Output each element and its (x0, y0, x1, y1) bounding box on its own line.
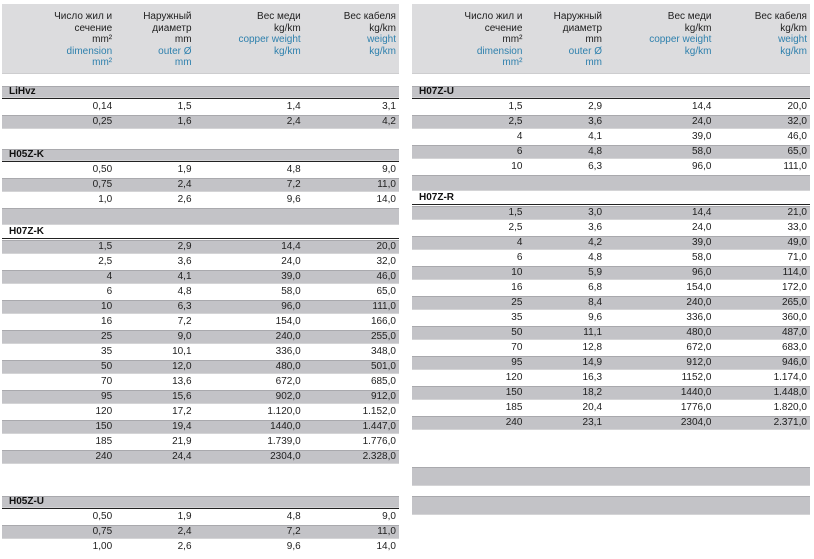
cell-cable-weight: 946,0 (781, 357, 807, 368)
cell-dimension: 120 (95, 406, 113, 417)
column-header (412, 4, 810, 74)
cell-cable-weight: 9,0 (382, 164, 396, 175)
cell-copper-weight: 2304,0 (680, 417, 712, 428)
section-label: H05Z-U (2, 496, 399, 509)
cell-copper-weight: 96,0 (691, 161, 712, 172)
cell-cable-weight: 1.447,0 (362, 421, 396, 432)
cell-copper-weight: 902,0 (275, 391, 301, 402)
cell-outer-diameter: 17,2 (172, 406, 192, 417)
header-line-translation: mm² (502, 57, 523, 68)
cell-copper-weight: 1440,0 (680, 387, 712, 398)
cell-copper-weight: 9,6 (286, 194, 301, 205)
header-cell-dimension (2, 11, 115, 73)
table-row (2, 178, 399, 192)
header-line: Число жил и (464, 11, 523, 22)
cell-dimension: 10 (511, 161, 523, 172)
cell-copper-weight: 7,2 (286, 526, 301, 537)
cell-dimension: 0,75 (92, 179, 113, 190)
cell-dimension: 95 (511, 357, 523, 368)
cell-dimension: 95 (101, 391, 113, 402)
cell-copper-weight: 1.739,0 (267, 436, 301, 447)
cell-outer-diameter: 4,8 (588, 146, 603, 157)
cell-outer-diameter: 15,6 (172, 391, 192, 402)
cell-copper-weight: 4,8 (286, 511, 301, 522)
table-row (412, 160, 810, 174)
cell-copper-weight: 2304,0 (270, 451, 301, 462)
cell-outer-diameter: 20,4 (582, 402, 603, 413)
cell-outer-diameter: 8,4 (588, 297, 603, 308)
cell-copper-weight: 1152,0 (681, 372, 712, 383)
cell-copper-weight: 1440,0 (270, 421, 301, 432)
spacer-row (412, 175, 810, 191)
cell-copper-weight: 2,4 (286, 116, 301, 127)
cell-copper-weight: 154,0 (275, 316, 301, 327)
cell-copper-weight: 58,0 (691, 252, 712, 263)
cell-cable-weight: 71,0 (787, 252, 807, 263)
cell-copper-weight: 154,0 (686, 282, 712, 293)
cell-cable-weight: 501,0 (370, 361, 396, 372)
cell-cable-weight: 21,0 (787, 207, 807, 218)
header-line: Наружный (553, 11, 603, 22)
cell-cable-weight: 172,0 (781, 282, 807, 293)
cell-cable-weight: 1.448,0 (773, 387, 807, 398)
header-line-translation: kg/km (369, 45, 396, 57)
cell-dimension: 0,14 (92, 101, 113, 112)
header-line-translation: mm² (92, 57, 113, 68)
table-row (2, 163, 399, 177)
cell-dimension: 2,5 (508, 222, 523, 233)
cell-outer-diameter: 1,9 (177, 511, 192, 522)
cell-dimension: 1,5 (508, 101, 523, 112)
header-line: Число жил и (54, 11, 113, 22)
cell-copper-weight: 912,0 (686, 357, 712, 368)
cell-outer-diameter: 3,6 (588, 222, 603, 233)
spacer-row (412, 467, 810, 486)
header-line-translation: kg/km (274, 45, 301, 57)
cell-copper-weight: 9,6 (286, 541, 301, 552)
cell-cable-weight: 2.328,0 (362, 451, 396, 462)
cell-outer-diameter: 12,0 (172, 361, 192, 372)
header-line: mm² (92, 34, 113, 45)
cell-dimension: 0,75 (92, 526, 113, 537)
header-cell-dimension (412, 11, 525, 73)
cell-copper-weight: 24,0 (691, 116, 712, 127)
section-label: LiHvz (2, 86, 399, 99)
cell-dimension: 70 (511, 342, 523, 353)
header-line-translation: weight (778, 34, 807, 45)
cell-cable-weight: 1.152,0 (362, 406, 396, 417)
cell-copper-weight: 336,0 (275, 346, 301, 357)
cell-dimension: 240 (505, 417, 523, 428)
cell-dimension: 6 (516, 252, 523, 263)
table-row (2, 315, 399, 329)
header-line: диаметр (562, 22, 603, 34)
cell-dimension: 120 (505, 372, 523, 383)
table-row (2, 345, 399, 359)
cell-outer-diameter: 2,9 (588, 101, 603, 112)
cell-dimension: 185 (95, 436, 113, 447)
cell-copper-weight: 1776,0 (680, 402, 712, 413)
cell-copper-weight: 14,4 (691, 101, 712, 112)
table-row (412, 311, 810, 325)
spacer-row (412, 431, 810, 466)
cell-dimension: 16 (511, 282, 523, 293)
cell-cable-weight: 2.371,0 (773, 417, 807, 428)
cell-dimension: 6 (106, 286, 113, 297)
cell-dimension: 6 (516, 146, 523, 157)
table-row (412, 130, 810, 144)
spacer-row (2, 208, 399, 225)
cell-copper-weight: 58,0 (691, 146, 712, 157)
section-label: H07Z-R (412, 192, 810, 205)
cell-copper-weight: 1,4 (286, 101, 301, 112)
cell-outer-diameter: 1,6 (177, 116, 192, 127)
header-cell-copper-weight (605, 11, 714, 73)
cell-outer-diameter: 2,4 (177, 526, 192, 537)
cell-dimension: 185 (505, 402, 523, 413)
table-row (412, 281, 810, 295)
cell-cable-weight: 912,0 (370, 391, 396, 402)
header-cell-cable-weight (714, 11, 810, 73)
cell-copper-weight: 480,0 (686, 327, 712, 338)
cell-dimension: 70 (101, 376, 113, 387)
cell-copper-weight: 96,0 (281, 301, 301, 312)
cell-dimension: 4 (516, 237, 523, 248)
spacer-row (2, 130, 399, 148)
cell-outer-diameter: 2,9 (177, 241, 192, 252)
table-row (412, 266, 810, 280)
section-label: H07Z-U (412, 86, 810, 99)
table-row (2, 450, 399, 464)
header-line: сечение (74, 22, 113, 34)
table-row (412, 100, 810, 114)
header-line-translation: mm (174, 57, 192, 68)
cell-outer-diameter: 11,1 (583, 327, 603, 338)
cell-outer-diameter: 5,9 (588, 267, 603, 278)
header-line: mm (585, 34, 603, 45)
cell-outer-diameter: 12,8 (582, 342, 603, 353)
header-line-translation: outer Ø (568, 45, 603, 57)
section-label: H05Z-K (2, 149, 399, 162)
header-line: mm (174, 34, 192, 45)
header-line-translation: copper weight (238, 34, 301, 45)
table-row (412, 296, 810, 310)
cell-outer-diameter: 6,3 (588, 161, 603, 172)
header-line-translation: dimension (66, 45, 113, 57)
header-line-translation: copper weight (649, 34, 712, 45)
table-row (2, 255, 399, 269)
cell-cable-weight: 20,0 (376, 241, 396, 252)
cell-cable-weight: 166,0 (370, 316, 396, 327)
header-line: Наружный (143, 11, 192, 22)
table-row (2, 405, 399, 419)
table-row (412, 326, 810, 340)
table-row (2, 193, 399, 207)
header-line: kg/km (684, 22, 712, 34)
cell-dimension: 25 (511, 297, 523, 308)
cell-copper-weight: 1.120,0 (267, 406, 301, 417)
spacer-row (412, 487, 810, 495)
header-line: kg/km (780, 22, 807, 34)
cell-cable-weight: 683,0 (781, 342, 807, 353)
cell-copper-weight: 14,4 (281, 241, 301, 252)
cell-copper-weight: 24,0 (691, 222, 712, 233)
cell-copper-weight: 39,0 (281, 271, 301, 282)
header-cell-copper-weight (195, 11, 304, 73)
cell-outer-diameter: 4,8 (177, 286, 192, 297)
cell-dimension: 1,00 (92, 541, 113, 552)
cell-cable-weight: 65,0 (376, 286, 396, 297)
cell-copper-weight: 39,0 (691, 131, 712, 142)
cell-copper-weight: 240,0 (686, 297, 712, 308)
cell-outer-diameter: 9,6 (588, 312, 603, 323)
cell-copper-weight: 7,2 (286, 179, 301, 190)
left-table-column (2, 4, 399, 559)
spacer-row (412, 496, 810, 515)
table-row (2, 300, 399, 314)
header-line-translation: kg/km (780, 45, 807, 57)
cell-cable-weight: 348,0 (370, 346, 396, 357)
cell-dimension: 150 (505, 387, 523, 398)
cell-cable-weight: 33,0 (787, 222, 807, 233)
cell-cable-weight: 9,0 (382, 511, 396, 522)
section-label: H07Z-K (2, 226, 399, 239)
header-line: kg/km (369, 22, 396, 34)
header-line: диаметр (152, 22, 192, 34)
right-table-column (412, 4, 810, 559)
cell-copper-weight: 240,0 (275, 331, 301, 342)
table-row (2, 375, 399, 389)
table-row (2, 525, 399, 539)
cell-copper-weight: 480,0 (275, 361, 301, 372)
cell-cable-weight: 265,0 (781, 297, 807, 308)
cell-copper-weight: 14,4 (691, 207, 712, 218)
cell-cable-weight: 20,0 (787, 101, 807, 112)
cell-cable-weight: 111,0 (783, 161, 807, 172)
cell-dimension: 50 (101, 361, 113, 372)
cell-outer-diameter: 4,2 (588, 237, 603, 248)
cell-outer-diameter: 6,8 (588, 282, 603, 293)
cell-dimension: 4 (106, 271, 113, 282)
header-line: сечение (484, 22, 523, 34)
cell-outer-diameter: 23,1 (582, 417, 603, 428)
cell-copper-weight: 336,0 (686, 312, 712, 323)
table-row (412, 356, 810, 370)
cell-cable-weight: 32,0 (376, 256, 396, 267)
cell-cable-weight: 65,0 (787, 146, 807, 157)
cell-cable-weight: 4,2 (382, 116, 396, 127)
table-row (412, 206, 810, 220)
cell-copper-weight: 39,0 (691, 237, 712, 248)
cell-cable-weight: 685,0 (370, 376, 396, 387)
table-row (2, 115, 399, 129)
cell-cable-weight: 1.174,0 (773, 372, 807, 383)
cell-dimension: 35 (511, 312, 523, 323)
cell-cable-weight: 14,0 (376, 194, 396, 205)
cell-outer-diameter: 21,9 (172, 436, 192, 447)
table-row (2, 420, 399, 434)
cell-cable-weight: 255,0 (370, 331, 396, 342)
cell-outer-diameter: 2,4 (177, 179, 192, 190)
header-line: mm² (502, 34, 523, 45)
cell-outer-diameter: 4,8 (588, 252, 603, 263)
cell-dimension: 4 (516, 131, 523, 142)
cell-cable-weight: 111,0 (372, 301, 396, 312)
header-line-translation: kg/km (684, 45, 712, 57)
cell-outer-diameter: 3,0 (588, 207, 603, 218)
cell-outer-diameter: 6,3 (177, 301, 192, 312)
cell-dimension: 1,0 (98, 194, 113, 205)
table-row (412, 251, 810, 265)
table-row (412, 115, 810, 129)
cell-outer-diameter: 2,6 (177, 194, 192, 205)
table-row (2, 330, 399, 344)
cell-copper-weight: 58,0 (281, 286, 301, 297)
cell-outer-diameter: 1,5 (177, 101, 192, 112)
table-row (2, 390, 399, 404)
cell-cable-weight: 360,0 (781, 312, 807, 323)
table-row (412, 401, 810, 415)
cell-dimension: 50 (511, 327, 523, 338)
cell-copper-weight: 672,0 (275, 376, 301, 387)
cell-cable-weight: 3,1 (382, 101, 396, 112)
header-cell-outer-diameter (115, 11, 194, 73)
table-row (412, 386, 810, 400)
cell-dimension: 150 (95, 421, 113, 432)
cell-copper-weight: 4,8 (286, 164, 301, 175)
cell-cable-weight: 32,0 (787, 116, 807, 127)
header-line-translation: outer Ø (158, 45, 192, 57)
table-row (412, 341, 810, 355)
cell-dimension: 2,5 (98, 256, 113, 267)
cell-outer-diameter: 3,6 (177, 256, 192, 267)
cell-cable-weight: 11,0 (377, 526, 396, 537)
cell-cable-weight: 114,0 (782, 267, 807, 278)
cell-dimension: 0,25 (92, 116, 113, 127)
header-line: Вес меди (667, 11, 712, 22)
header-line-translation: dimension (476, 45, 523, 57)
header-cell-outer-diameter (525, 11, 605, 73)
cell-dimension: 1,5 (508, 207, 523, 218)
cell-outer-diameter: 4,1 (588, 131, 603, 142)
cell-outer-diameter: 2,6 (177, 541, 192, 552)
table-row (2, 435, 399, 449)
cell-dimension: 10 (511, 267, 523, 278)
header-line-translation: mm (585, 57, 603, 68)
cell-cable-weight: 1.776,0 (362, 436, 396, 447)
cell-dimension: 2,5 (508, 116, 523, 127)
table-row (2, 540, 399, 554)
cell-dimension: 0,50 (92, 164, 113, 175)
cell-outer-diameter: 7,2 (177, 316, 192, 327)
table-row (2, 100, 399, 114)
cell-dimension: 1,5 (98, 241, 113, 252)
cell-outer-diameter: 1,9 (177, 164, 192, 175)
cell-cable-weight: 49,0 (787, 237, 807, 248)
cell-cable-weight: 1.820,0 (773, 402, 807, 413)
cell-outer-diameter: 10,1 (172, 346, 192, 357)
cell-copper-weight: 96,0 (691, 267, 712, 278)
table-row (412, 236, 810, 250)
table-row (412, 221, 810, 235)
cell-cable-weight: 14,0 (376, 541, 396, 552)
cell-outer-diameter: 24,4 (172, 451, 192, 462)
table-row (412, 145, 810, 159)
cell-cable-weight: 46,0 (787, 131, 807, 142)
table-row (412, 371, 810, 385)
cell-dimension: 240 (95, 451, 113, 462)
table-row (2, 360, 399, 374)
cell-dimension: 25 (101, 331, 113, 342)
cell-copper-weight: 672,0 (686, 342, 712, 353)
table-row (412, 416, 810, 430)
header-line: kg/km (274, 22, 301, 34)
cell-dimension: 16 (101, 316, 113, 327)
cell-outer-diameter: 13,6 (172, 376, 192, 387)
header-cell-cable-weight (304, 11, 399, 73)
cell-outer-diameter: 19,4 (172, 421, 192, 432)
header-line: Вес меди (257, 11, 301, 22)
table-row (2, 240, 399, 254)
cell-dimension: 0,50 (92, 511, 113, 522)
cell-cable-weight: 487,0 (781, 327, 807, 338)
header-line: Вес кабеля (754, 11, 807, 22)
cell-dimension: 10 (101, 301, 113, 312)
cell-outer-diameter: 9,0 (177, 331, 192, 342)
header-line: Вес кабеля (343, 11, 396, 22)
header-line-translation: weight (367, 34, 396, 45)
spacer-row (2, 465, 399, 495)
cell-outer-diameter: 16,3 (582, 372, 603, 383)
cell-dimension: 35 (101, 346, 113, 357)
cell-copper-weight: 24,0 (281, 256, 301, 267)
cell-cable-weight: 11,0 (377, 179, 396, 190)
table-row (2, 510, 399, 524)
cell-outer-diameter: 3,6 (588, 116, 603, 127)
table-row (2, 270, 399, 284)
cell-outer-diameter: 14,9 (582, 357, 603, 368)
column-header (2, 4, 399, 74)
cell-outer-diameter: 18,2 (582, 387, 603, 398)
cell-cable-weight: 46,0 (376, 271, 396, 282)
cell-outer-diameter: 4,1 (177, 271, 192, 282)
table-row (2, 285, 399, 299)
